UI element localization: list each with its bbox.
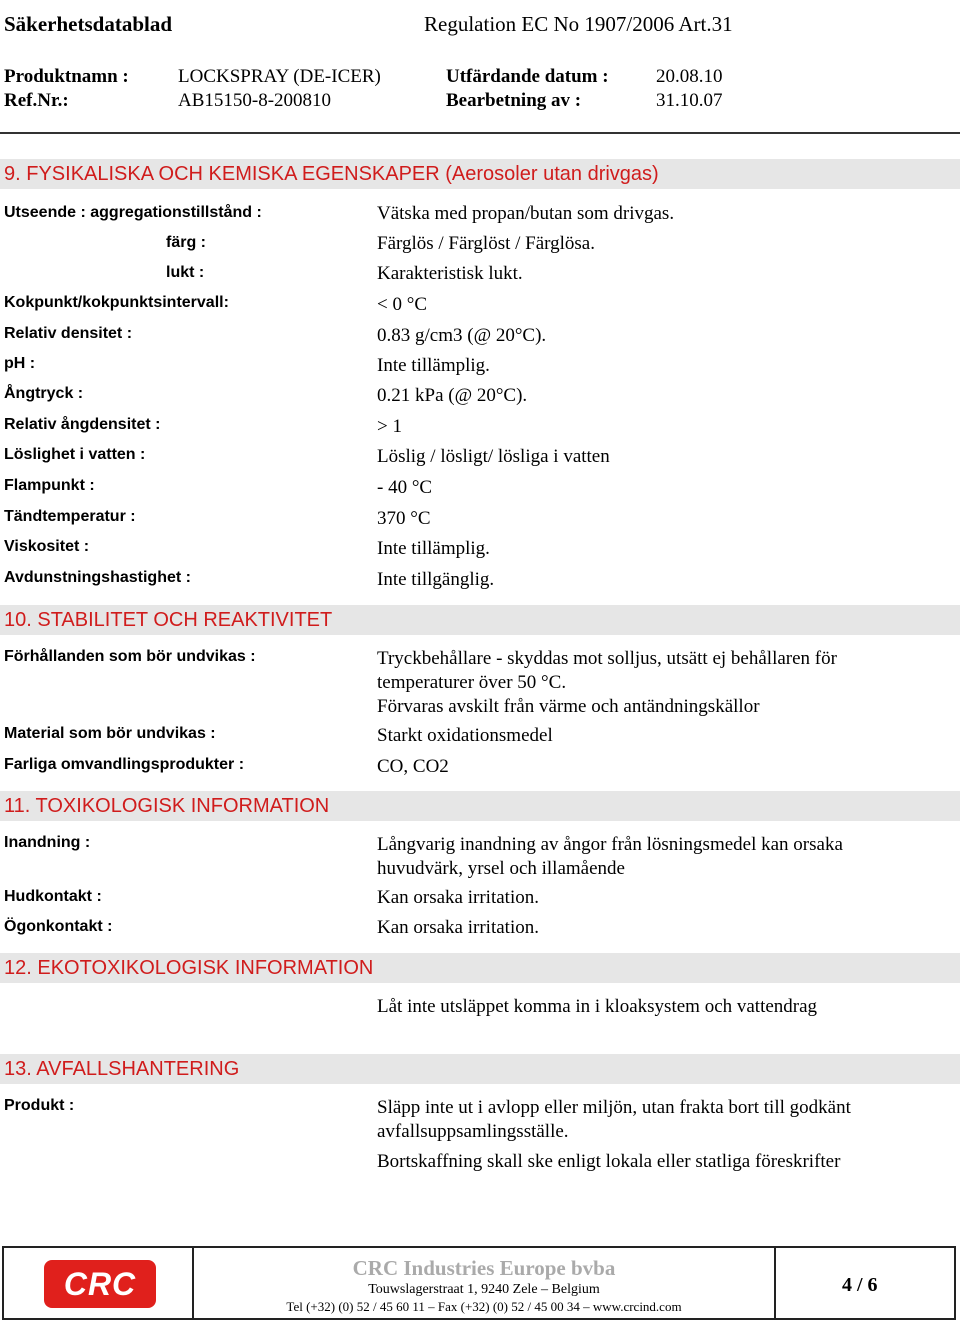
- footer-divider: [774, 1248, 776, 1318]
- crc-logo: CRC: [44, 1260, 156, 1308]
- row-label: färg :: [166, 234, 206, 251]
- row-value: Vätska med propan/butan som drivgas.: [377, 203, 675, 224]
- row-label: Flampunkt :: [4, 477, 95, 494]
- row-value: Kan orsaka irritation.: [377, 887, 539, 908]
- company-contact: Tel (+32) (0) 52 / 45 60 11 – Fax (+32) (0) 52 / 45 00 34 – www.crcind.com: [286, 1299, 682, 1314]
- revision-value: 31.10.07: [656, 90, 723, 111]
- issue-date-label: Utfärdande datum :: [446, 66, 609, 87]
- row-label: Kokpunkt/kokpunktsintervall:: [4, 294, 229, 311]
- header-divider: [0, 132, 960, 134]
- row-label: Material som bör undvikas :: [4, 725, 216, 742]
- document-title: Säkerhetsdatablad: [4, 12, 173, 36]
- row-label: Löslighet i vatten :: [4, 446, 146, 463]
- company-address: Touwslagerstraat 1, 9240 Zele – Belgium: [368, 1282, 600, 1297]
- section-13-heading: 13. AVFALLSHANTERING: [0, 1054, 960, 1084]
- section-9-heading: 9. FYSIKALISKA OCH KEMISKA EGENSKAPER (Aerosoler utan drivgas): [0, 159, 960, 189]
- page-number: 4 / 6: [842, 1274, 878, 1296]
- row-value: Långvarig inandning av ångor från lösningsmedel kan orsaka huvudvärk, yrsel och illamående: [377, 834, 843, 879]
- row-label: pH :: [4, 355, 36, 372]
- row-value: 0.83 g/cm3 (@ 20°C).: [377, 325, 547, 346]
- regulation-text: Regulation EC No 1907/2006 Art.31: [424, 12, 733, 36]
- ref-number-label: Ref.Nr.:: [4, 90, 69, 111]
- row-label: Ångtryck :: [4, 385, 84, 402]
- row-value: 0.21 kPa (@ 20°C).: [377, 385, 528, 406]
- row-value: 370 °C: [377, 508, 431, 529]
- row-value: - 40 °C: [377, 477, 433, 498]
- row-label: lukt :: [166, 264, 205, 281]
- row-value: Bortskaffning skall ske enligt lokala eller statliga föreskrifter: [377, 1151, 841, 1172]
- row-value: CO, CO2: [377, 756, 449, 777]
- row-value: Inte tillämplig.: [377, 538, 490, 559]
- row-value: Kan orsaka irritation.: [377, 917, 539, 938]
- row-label: Förhållanden som bör undvikas :: [4, 648, 256, 665]
- footer: [2, 1246, 956, 1320]
- ecotox-value: Låt inte utsläppet komma in i kloaksystem och vattendrag: [377, 996, 818, 1017]
- row-value: Inte tillämplig.: [377, 355, 490, 376]
- row-value: Tryckbehållare - skyddas mot solljus, utsätt ej behållaren för temperaturer över 50 °C.: [377, 648, 837, 693]
- product-name-value: LOCKSPRAY (DE-ICER): [178, 66, 381, 87]
- section-12-heading: 12. EKOTOXIKOLOGISK INFORMATION: [0, 953, 960, 983]
- ref-number-value: AB15150-8-200810: [178, 90, 332, 111]
- row-label: Tändtemperatur :: [4, 508, 136, 525]
- revision-label: Bearbetning av :: [446, 90, 582, 111]
- row-value: > 1: [377, 416, 402, 437]
- row-label: Inandning :: [4, 834, 91, 851]
- row-label: Hudkontakt :: [4, 888, 102, 905]
- section-11-heading: 11. TOXIKOLOGISK INFORMATION: [0, 791, 960, 821]
- row-value: Släpp inte ut i avlopp eller miljön, utan frakta bort till godkänt avfallsuppsamlingsställe.: [377, 1097, 851, 1142]
- issue-date-value: 20.08.10: [656, 66, 723, 87]
- row-label: Ögonkontakt :: [4, 918, 113, 935]
- company-name: CRC Industries Europe bvba: [352, 1256, 616, 1280]
- row-label: Viskositet :: [4, 538, 90, 555]
- row-label: Utseende : aggregationstillstånd :: [4, 204, 262, 221]
- row-label: Produkt :: [4, 1097, 75, 1114]
- row-label: Farliga omvandlingsprodukter :: [4, 756, 245, 773]
- row-label: Avdunstningshastighet :: [4, 569, 191, 586]
- row-value: Karakteristisk lukt.: [377, 263, 523, 284]
- section-10-heading: 10. STABILITET OCH REAKTIVITET: [0, 605, 960, 635]
- row-value: Färglös / Färglöst / Färglösa.: [377, 233, 595, 254]
- row-value: Inte tillgänglig.: [377, 569, 495, 590]
- row-value: Starkt oxidationsmedel: [377, 725, 553, 746]
- row-value: Förvaras avskilt från värme och antändningskällor: [377, 696, 760, 717]
- row-label: Relativ densitet :: [4, 325, 133, 342]
- row-label: Relativ ångdensitet :: [4, 416, 161, 433]
- row-value: < 0 °C: [377, 294, 427, 315]
- row-value: Löslig / lösligt/ lösliga i vatten: [377, 446, 610, 467]
- product-name-label: Produktnamn :: [4, 66, 129, 87]
